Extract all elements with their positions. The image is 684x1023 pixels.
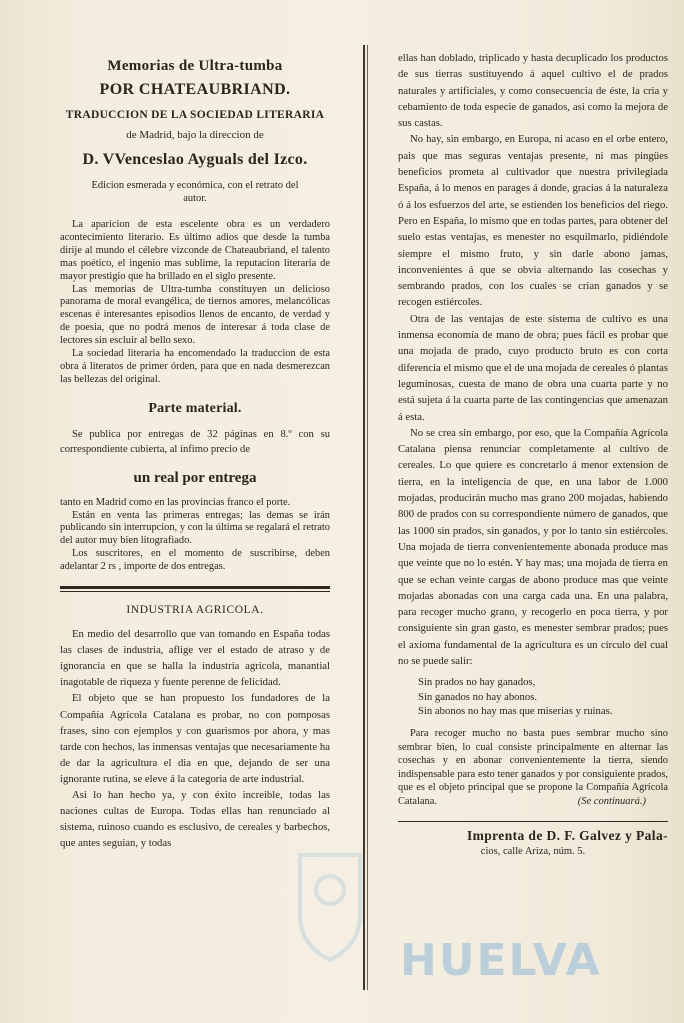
body-paragraph: Otra de las ventajas de este sistema de cultivo es una inmensa economía de mano de obra; pues fácil es probar que una mojada de prado, cuyo producto bruto es con corta diferencia el mismo que el de una mojada de cereales ó plantas leguminosas, cuesta de mano de obra una cuarta parte y no está sujeta á la cuarta parte de las contingencias que amenazan á esta.	[398, 312, 668, 423]
intro-paragraph: Las memorias de Ultra-tumba constituyen un delicioso panorama de moral evangélica, de tiernos amores, melancólicas escenas é interesantes episodios llenos de encanto, de verdad y de poesia, que no podrá menos de interesar á toda clase de lectores sin escluir al bello sexo.	[60, 283, 330, 347]
advert-title: Memorias de Ultra-tumba	[107, 58, 283, 74]
verse-line: Sin prados no hay ganados,	[418, 676, 536, 689]
left-column	[60, 52, 330, 851]
closing-paragraph: Para recoger mucho no basta pues sembrar mucho sino sembrar bien, lo cual consiste principalmente en alternar las cosechas y en abonar convenientemente la tierra, siendo indispensable para esto tener ganados y por consiguiente prados, que es el objeto principal que se propone la Compañía Agrícola Catalana.	[398, 728, 668, 808]
advert-author: POR CHATEAUBRIAND.	[99, 81, 291, 98]
price-paragraph: tanto en Madrid como en las provincias franco el porte.	[60, 496, 291, 508]
verse-block	[418, 675, 668, 719]
advert-translation-line: TRADUCCION DE LA SOCIEDAD LITERARIA	[65, 109, 325, 121]
watermark-text: HUELVA	[400, 935, 602, 986]
price-paragraph: Están en venta las primeras entregas; las demas se irán publicando sin interrupcion, y con la última se regalará el retrato del autor muy bien litografiado.	[60, 509, 330, 547]
intro-paragraph: La sociedad literaria ha encomendado la traduccion de esta obra á literatos de primer órden, para que en nada desmerezcan las bellezas del original.	[60, 348, 330, 385]
section-heading: INDUSTRIA AGRICOLA.	[126, 604, 264, 617]
body-paragraph: El objeto que se han propuesto los fundadores de la Compañía Agrícola Catalana es probar, no con pomposas frases, sino con ejemplos y con guarismos por ahora, y mas tarde con hechos, las inmensas ventajas que necesariamente ha de dar la agricultura el dia en que, dejando de ser una ignorante rutina, se eleve á la categoria de arte industrial.	[60, 692, 330, 785]
advert-edition: Edicion esmerada y económica, con el retrato del autor.	[91, 180, 299, 204]
body-paragraph: En medio del desarrollo que van tomando en España todas las clases de industria, aflige ver el estado de atraso y de ignorancia en que se halla la industria agrícola, manantial inagotable de riqueza y fuente perenne de felicidad.	[60, 628, 330, 689]
advert-director: D. VVenceslao Ayguals del Izco.	[82, 151, 308, 168]
advert-direction-line: de Madrid, bajo la direccion de	[126, 129, 264, 141]
continued-note: (Se continuará.)	[577, 795, 646, 807]
imprint-address: cios, calle Ariza, núm. 5.	[480, 845, 586, 857]
parte-material-paragraph: Se publica por entregas de 32 páginas en 8.º con su correspondiente cubierta, al ínfimo precio de	[60, 428, 330, 456]
right-column	[398, 50, 668, 857]
imprint-line: Imprenta de D. F. Galvez y Pala-	[466, 827, 668, 843]
verse-line: Sin ganados no hay abonos.	[418, 690, 538, 703]
body-paragraph: ellas han doblado, triplicado y hasta decuplicado los productos de sus tierras sustituyendo á aquel cultivo el de prados naturales y artificiales, y como consecuencia de éste, la cria y cebamiento de toda especie de ganados, asi como la mejora de sus castas.	[398, 52, 668, 130]
verse-line: Sin abonos no hay mas que miserias y ruinas.	[418, 705, 613, 718]
body-paragraph: No hay, sin embargo, en Europa, ni acaso en el orbe entero, pais que mas seguras ventajas presente, ni mas pingües beneficios prometa al cultivador que nuestra privilegiada España, á lo menos en parages á donde, gracias á la naturaleza ó á los esfuerzos del arte, se estienden los beneficios del riego. Pero en España, lo mismo que en todas partes, para obtener del suelo estas ventajas, es menester no esquilmarlo, pidiéndole siempre el mismo fruto, y sin darle abono jamas, inconvenientes á que se obvia alternando las cosechas y sembrando prados, con los cuales se crian ganados y se recogen estiércoles.	[398, 133, 668, 309]
parte-material-heading: Parte material.	[148, 400, 242, 416]
section-rule	[60, 586, 330, 592]
intro-paragraph: La aparicion de esta escelente obra es un verdadero acontecimiento literario. Es último adios que desde la tumba dirije al mundo el célebre vizconde de Chateaubriand, el talento mas poético, el ingenio mas sublime, la reputacion literaria de mayor prestigio que ha brillado en el siglo presente.	[60, 219, 330, 282]
body-paragraph: No se crea sin embargo, por eso, que la Compañía Agrícola Catalana piensa renunciar completamente al cultivo de cereales. Lo que quiere es concretarlo á menor extension de tierra, en la inteligencia de que, en una labor de 1.000 mojadas, producirán mucho mas grano 200 mojadas, habiendo 800 de prados con su correspondiente número de ganados, que las 1000 sin prados, sin ganados, y por lo tanto sin estiércoles. Una mojada de tierra convenientemente abonada produce mas que veinte que no lo estén. Y hay mas; una mojada de tierra en que se echan veinte cargas de abono produce mas que veinte mojadas abonadas con una carga cada una. En una palabra, para recoger mucho grano, y recogerlo en poca tierra, y por consiguiente sin gran gasto, es menester sembrar prados; pues el axioma fundamental de la agricultura es un círculo del cual no se puede salir:	[398, 426, 668, 667]
price-paragraph: Los suscritores, en el momento de suscribirse, deben adelantar 2 rs , importe de dos entregas.	[60, 548, 330, 573]
body-paragraph: Asi lo han hecho ya, y con éxito increible, todas las naciones cultas de Europa. Todas ellas han renunciado al sistema, ruinoso cuando es esclusivo, de cereales y barbechos, que antes seguian, y todas	[60, 788, 330, 850]
price-line: un real por entrega	[133, 469, 257, 486]
imprint-rule	[398, 821, 668, 822]
